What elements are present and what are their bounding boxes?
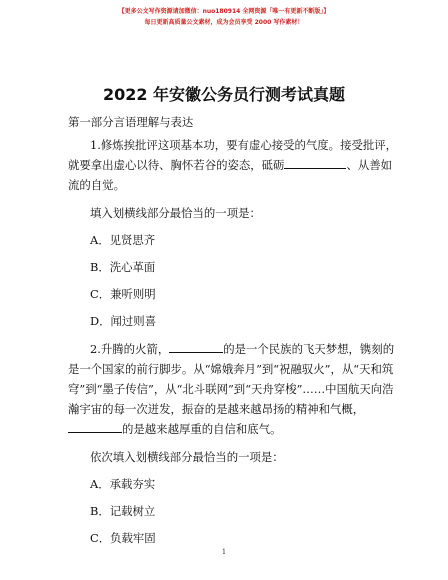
promo-banner-line2: 每日更新高质量公文素材，成为会员享受 2000 写作素材！ xyxy=(144,19,304,26)
question-2-option-c: C．负载牢固 xyxy=(90,531,156,545)
question-1-option-a: A．见贤思齐 xyxy=(90,233,156,247)
question-2-text-b: 的是一个民族的飞天梦想，镌刻的是一个国家的前行脚步。从“嫦娥奔月”到“祝融驭火”，从“天和筑穹”到“墨子传信”，从“北斗联网”到“天舟穿梭”……中国航天向浩瀚宇宙的每一次迸发，振奋的是越来越昂扬的精神和气概， xyxy=(68,342,395,416)
question-1-option-c: C．兼听则明 xyxy=(90,287,156,301)
question-1-option-d: D．闻过则喜 xyxy=(90,314,157,328)
question-1-stem xyxy=(68,135,400,195)
question-2-stem xyxy=(68,339,400,439)
question-1-prompt: 填入划横线部分最恰当的一项是： xyxy=(90,206,261,220)
promo-banner-line1: 【更多公文写作资源请加微信：nuo180914 全网资源「唯一有更新不断版」】 xyxy=(118,8,330,15)
answer-blank xyxy=(68,421,122,433)
document-title: 2022 年安徽公务员行测考试真题 xyxy=(102,85,346,104)
question-1-option-b: B．洗心革面 xyxy=(90,260,156,274)
document-body xyxy=(68,112,400,548)
question-1-text-a: 1.修炼挨批评这项基本功，要有虚心接受的气度。接受批评，就要拿出虚心以待、胸怀若谷的姿态，砥砺 xyxy=(68,138,398,172)
question-2-option-a: A．承载夯实 xyxy=(90,477,156,491)
answer-blank xyxy=(284,157,346,169)
question-1-text-b: 、从善如流的自觉。 xyxy=(68,158,393,192)
promo-banner xyxy=(0,6,448,28)
section-heading: 第一部分言语理解与表达 xyxy=(68,115,194,129)
question-2-option-b: B．记载树立 xyxy=(90,504,156,518)
page-number: 1 xyxy=(221,548,227,556)
answer-blank xyxy=(169,341,223,353)
question-2-prompt: 依次填入划横线部分最恰当的一项是： xyxy=(90,450,284,464)
question-2-text-c: 的是越来越厚重的自信和底气。 xyxy=(122,422,282,436)
question-2-text-a: 2.升腾的火箭， xyxy=(90,342,170,356)
